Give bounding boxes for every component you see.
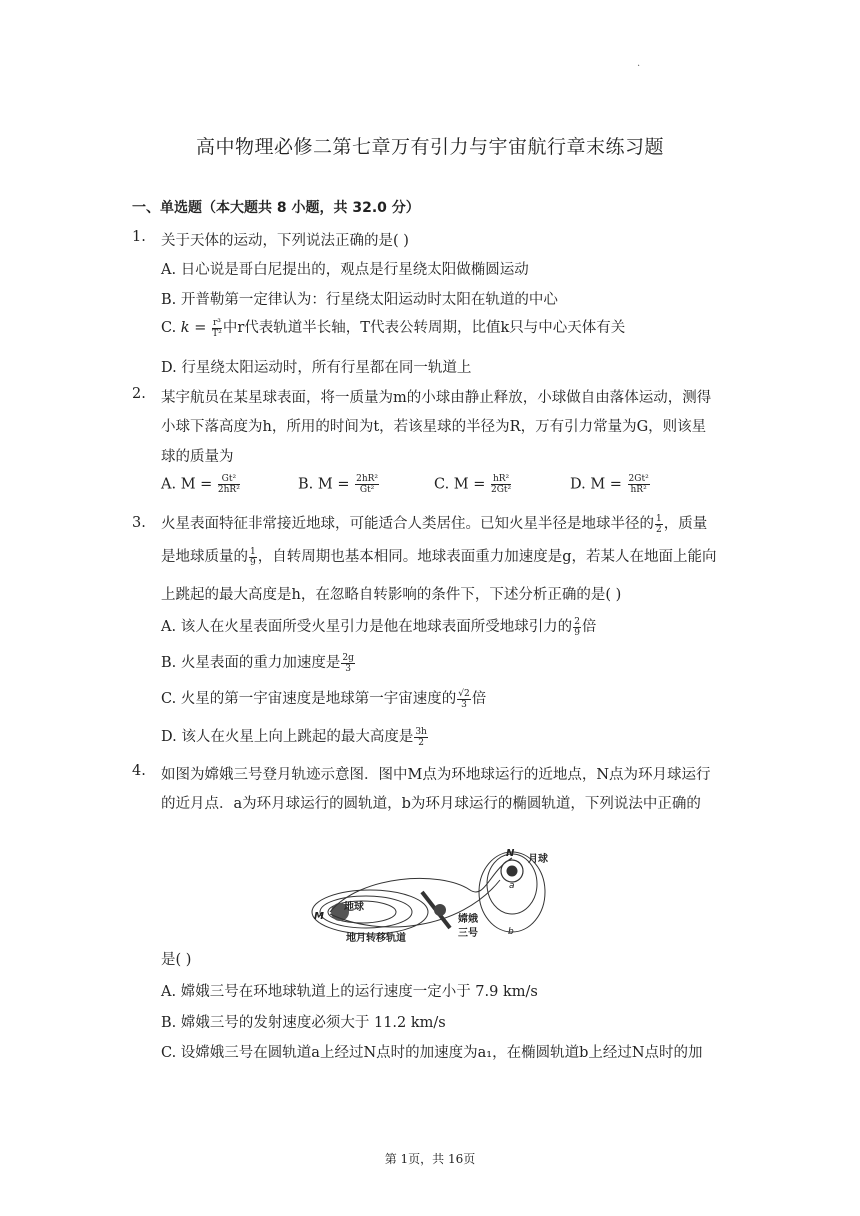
section-heading: 一、单选题（本大题共 8 小题，共 32.0 分） xyxy=(132,200,420,216)
label-moon: 月球 xyxy=(528,854,548,865)
question-1-option-d: D. 行星绕太阳运动时，所有行星都在同一轨道上 xyxy=(161,360,472,376)
question-1-option-b: B. 开普勒第一定律认为：行星绕太阳运动时太阳在轨道的中心 xyxy=(161,292,558,308)
question-2-line-2: 小球下落高度为h，所用的时间为t，若该星球的半径为R，万有引力常量为G，则该星 xyxy=(161,419,707,435)
question-3-option-a: A. 该人在火星表面所受火星引力是他在地球表面所受地球引力的 $\frac{2}{9}$ 倍 xyxy=(161,616,597,638)
question-4-option-c: C. 设嫦娥三号在圆轨道a上经过N点时的加速度为a₁，在椭圆轨道b上经过N点时的加 xyxy=(161,1045,703,1061)
question-1-option-a: A. 日心说是哥白尼提出的，观点是行星绕太阳做椭圆运动 xyxy=(161,262,529,278)
question-3-line-1: 火星表面特征非常接近地球，可能适合人类居住。已知火星半径是地球半径的 $\frac{1}{2}$ ，质量 xyxy=(161,513,708,535)
question-1-option-c: C. k = $\frac{\text{r³}}{\text{T²}}$ 中r代表轨道半长轴，T代表公转周期，比值k只与中心天体有关 xyxy=(161,317,626,339)
page-title: 高中物理必修二第七章万有引力与宇宙航行章末练习题 xyxy=(195,136,664,158)
question-4-line-2: 的近月点．a为环月球运行的圆轨道，b为环月球运行的椭圆轨道，下列说法中正确的 xyxy=(161,796,701,812)
label-b: b xyxy=(508,927,514,937)
question-3-option-c: C. 火星的第一宇宙速度是地球第一宇宙速度的 $\frac{√2}{3}$ 倍 xyxy=(161,688,487,710)
label-transfer-orbit: 地月转移轨道 xyxy=(346,933,406,944)
question-4-line-3: 是( ) xyxy=(161,952,192,968)
question-2-line-3: 球的质量为 xyxy=(161,449,234,465)
label-earth: 地球 xyxy=(344,902,364,913)
question-4-number: 4. xyxy=(132,763,146,779)
question-2-option-c: C. M = $\frac{\text{hR²}}{\text{2Gt²}}$ xyxy=(434,474,512,495)
earth-orbit-outer xyxy=(312,890,428,934)
question-3-line-3: 上跳起的最大高度是h，在忽略自转影响的条件下，下述分析正确的是( ) xyxy=(161,587,622,603)
question-4-option-a: A. 嫦娥三号在环地球轨道上的运行速度一定小于 7.9 km/s xyxy=(161,984,538,1000)
page-footer: 第 1页，共 16页 xyxy=(384,1152,476,1166)
probe-icon xyxy=(434,904,446,916)
question-3-option-b: B. 火星表面的重力加速度是 $\frac{2g}{3}$ xyxy=(161,652,354,674)
question-3-line-2: 是地球质量的 $\frac{1}{9}$ ，自转周期也基本相同。地球表面重力加速度是g，若某人在地面上能向 xyxy=(161,546,717,568)
question-3-number: 3. xyxy=(132,515,146,531)
question-2-option-a: A. M = $\frac{\text{Gt²}}{\text{2hR²}}$ xyxy=(161,474,240,495)
question-2-option-d: D. M = $\frac{\text{2Gt²}}{\text{hR²}}$ xyxy=(570,474,649,495)
moon-icon xyxy=(507,866,518,877)
label-N: N xyxy=(506,848,515,859)
question-4-option-b: B. 嫦娥三号的发射速度必须大于 11.2 km/s xyxy=(161,1015,446,1031)
header-mark: . xyxy=(637,58,641,69)
label-probe-line-1: 嫦娥 xyxy=(458,914,478,925)
label-a: a xyxy=(509,881,515,891)
label-M: M xyxy=(314,911,324,922)
question-2-line-1: 某宇航员在某星球表面，将一质量为m的小球由静止释放，小球做自由落体运动，测得 xyxy=(161,390,712,406)
question-2-option-b: B. M = $\frac{\text{2hR²}}{\text{Gt²}}$ xyxy=(298,474,379,495)
question-1-stem: 关于天体的运动，下列说法正确的是( ) xyxy=(161,233,409,249)
question-2-number: 2. xyxy=(132,386,146,402)
question-3-option-d: D. 该人在火星上向上跳起的最大高度是 $\frac{3h}{2}$ xyxy=(161,726,427,748)
label-probe-line-2: 三号 xyxy=(458,928,478,939)
question-4-line-1: 如图为嫦娥三号登月轨迹示意图．图中M点为环地球运行的近地点，N点为环月球运行 xyxy=(161,767,711,783)
fraction-r3-t2: $\frac{\text{r³}}{\text{T²}}$ xyxy=(212,317,222,339)
question-1-number: 1. xyxy=(132,229,146,245)
lunar-trajectory-diagram xyxy=(300,840,570,950)
